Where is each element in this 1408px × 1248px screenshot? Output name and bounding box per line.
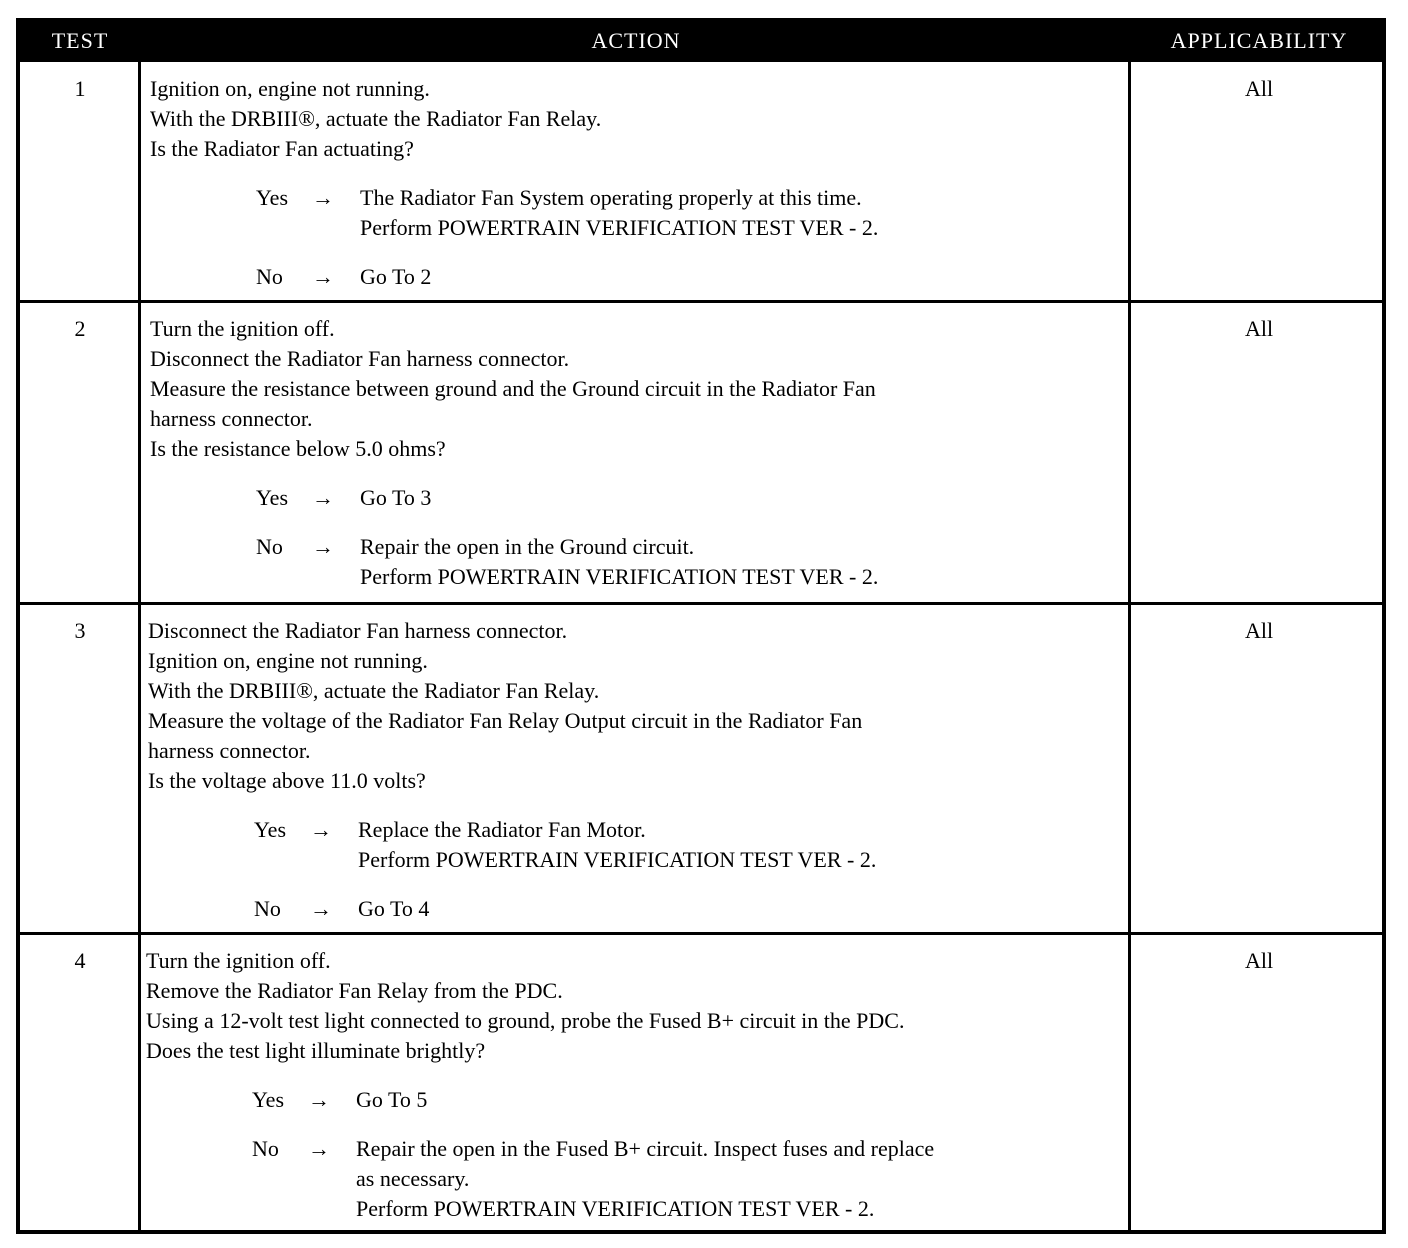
action-line: Turn the ignition off. — [150, 316, 335, 341]
yes-label: Yes — [256, 185, 289, 210]
action-line: With the DRBIII®, actuate the Radiator Fan Relay. — [148, 678, 600, 703]
column-divider-applicability — [1128, 62, 1131, 1234]
row-divider — [20, 300, 1382, 303]
no-branch — [150, 262, 1120, 292]
yes-label: Yes — [254, 817, 287, 842]
action-line: harness connector. — [148, 738, 311, 763]
action-line: harness connector. — [150, 406, 313, 431]
result-line: Repair the open in the Ground circuit. — [360, 534, 695, 559]
yes-branch — [146, 1085, 1116, 1115]
no-branch — [146, 1134, 1116, 1224]
arrow-icon: → — [312, 485, 334, 510]
no-label: No — [254, 896, 281, 921]
arrow-icon: → — [308, 1087, 330, 1112]
yes-branch — [150, 183, 1120, 243]
action-cell — [148, 616, 1118, 924]
action-line: Ignition on, engine not running. — [150, 76, 430, 101]
action-line: With the DRBIII®, actuate the Radiator Fan Relay. — [150, 106, 602, 131]
arrow-icon: → — [310, 817, 332, 842]
action-line: Does the test light illuminate brightly? — [146, 1038, 486, 1063]
result-line: Go To 4 — [358, 896, 430, 921]
result-line: Perform POWERTRAIN VERIFICATION TEST VER - 2. — [356, 1196, 875, 1221]
test-number: 1 — [74, 76, 86, 101]
result-line: Go To 3 — [360, 485, 432, 510]
result-line: Perform POWERTRAIN VERIFICATION TEST VER - 2. — [358, 847, 877, 872]
yes-label: Yes — [256, 485, 289, 510]
action-line: Remove the Radiator Fan Relay from the PDC. — [146, 978, 563, 1003]
action-line: Using a 12-volt test light connected to ground, probe the Fused B+ circuit in the PDC. — [146, 1008, 905, 1033]
applicability-value: All — [1244, 618, 1274, 643]
result-line: as necessary. — [356, 1166, 470, 1191]
table-header — [20, 22, 1382, 62]
action-line: Is the resistance below 5.0 ohms? — [150, 436, 446, 461]
result-line: Perform POWERTRAIN VERIFICATION TEST VER - 2. — [360, 215, 879, 240]
no-label: No — [252, 1136, 279, 1161]
row-divider — [20, 932, 1382, 935]
column-divider-test — [138, 62, 141, 1234]
result-line: Repair the open in the Fused B+ circuit. Inspect fuses and replace — [356, 1136, 935, 1161]
action-cell — [150, 74, 1120, 292]
no-label: No — [256, 534, 283, 559]
action-line: Disconnect the Radiator Fan harness connector. — [148, 618, 568, 643]
applicability-value: All — [1244, 948, 1274, 973]
result-line: Replace the Radiator Fan Motor. — [358, 817, 646, 842]
arrow-icon: → — [308, 1136, 330, 1161]
result-line: The Radiator Fan System operating properly at this time. — [360, 185, 862, 210]
result-line: Go To 2 — [360, 264, 432, 289]
applicability-value: All — [1244, 316, 1274, 341]
action-cell — [150, 314, 1120, 592]
yes-branch — [150, 483, 1120, 513]
header-applicability: APPLICABILITY — [1170, 28, 1348, 53]
action-line: Is the voltage above 11.0 volts? — [148, 768, 426, 793]
arrow-icon: → — [312, 534, 334, 559]
action-cell — [146, 946, 1116, 1224]
result-line: Perform POWERTRAIN VERIFICATION TEST VER - 2. — [360, 564, 879, 589]
action-line: Turn the ignition off. — [146, 948, 331, 973]
action-line: Measure the voltage of the Radiator Fan Relay Output circuit in the Radiator Fan — [148, 708, 863, 733]
action-line: Disconnect the Radiator Fan harness connector. — [150, 346, 570, 371]
action-line: Measure the resistance between ground and the Ground circuit in the Radiator Fan — [150, 376, 876, 401]
no-branch — [150, 532, 1120, 592]
header-test: TEST — [51, 28, 109, 53]
action-line: Is the Radiator Fan actuating? — [150, 136, 414, 161]
no-branch — [148, 894, 1118, 924]
arrow-icon: → — [312, 264, 334, 289]
test-number: 4 — [74, 948, 86, 973]
result-line: Go To 5 — [356, 1087, 428, 1112]
action-line: Ignition on, engine not running. — [148, 648, 428, 673]
arrow-icon: → — [312, 185, 334, 210]
applicability-value: All — [1244, 76, 1274, 101]
arrow-icon: → — [310, 896, 332, 921]
no-label: No — [256, 264, 283, 289]
header-action: ACTION — [591, 28, 681, 53]
test-number: 2 — [74, 316, 86, 341]
yes-branch — [148, 815, 1118, 875]
yes-label: Yes — [252, 1087, 285, 1112]
test-table — [16, 18, 1386, 1234]
test-number: 3 — [74, 618, 86, 643]
row-divider — [20, 602, 1382, 605]
